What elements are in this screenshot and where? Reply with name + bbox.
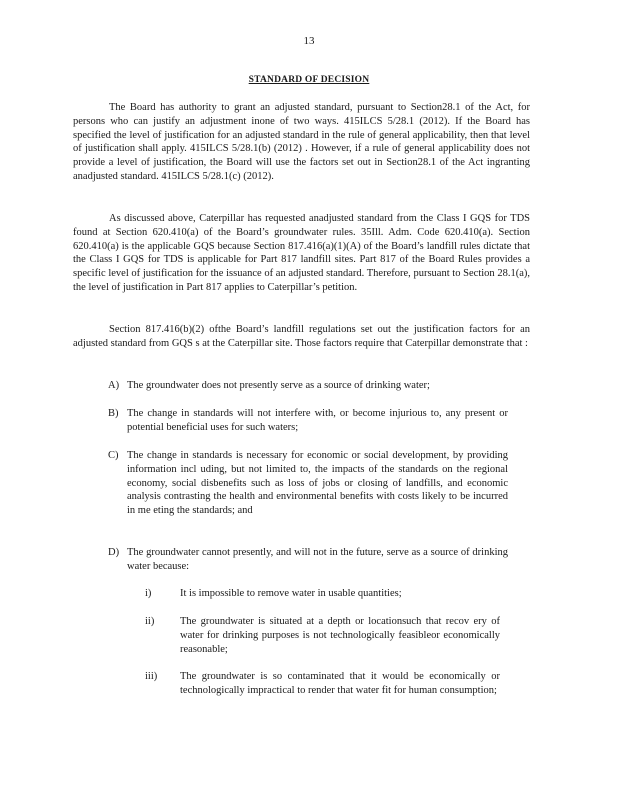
- list-item-text: The groundwater does not presently serve as a source of drinking water;: [127, 380, 430, 391]
- paragraph-caterpillar-request: [73, 212, 530, 295]
- section-heading-text: STANDARD OF DECISION: [248, 75, 370, 85]
- paragraph-text: Section 817.416(b)(2) ofthe Board’s landfill regulations set out the justification factors for an adjusted standard from GQS s at the Caterpillar site. Those factors require that Caterpillar demonstrate that :: [73, 324, 530, 349]
- list-item-label: C): [108, 450, 119, 461]
- list-item: [108, 546, 508, 574]
- list-item-text: The change in standards will not interfere with, or become injurious to, any present or potential beneficial uses for such waters;: [127, 408, 508, 433]
- paragraph-text: The Board has authority to grant an adjusted standard, pursuant to Section28.1 of the Act, for persons who can justify an adjustment inone of two ways. 415ILCS 5/28.1 (2012). If the Board has specified the level of justification for an adjusted standard in the rule of general applicability, then that level of justification shall apply. 415ILCS 5/28.1(b) (2012) . However, if a rule of general applicability does not provide a level of justification, the Board will use the factors set out in Section28.1 of the Act ingranting anadjusted standard. 415ILCS 5/28.1(c) (2012).: [73, 102, 530, 182]
- list-item-text: The change in standards is necessary for economic or social development, by providing information incl uding, but not limited to, the impacts of the standards on the regional economy, social disbenefits such as loss of jobs or closing of landfills, and economic analysis contrasting the health and environmental benefits with costs likely to be incurred in me eting the standards; and: [127, 450, 508, 517]
- sub-list-item-text: The groundwater is situated at a depth or locationsuch that recov ery of water for drinking purposes is not technologically feasibleor economically reasonable;: [180, 616, 500, 655]
- sub-list-item-label: ii): [145, 616, 155, 627]
- sub-list-item-text: It is impossible to remove water in usable quantities;: [180, 588, 402, 599]
- sub-list-item-label: iii): [145, 671, 158, 682]
- sub-list-item: [145, 615, 525, 656]
- list-item: [108, 407, 508, 435]
- paragraph-board-authority: [73, 101, 530, 184]
- sub-list-item-label: i): [145, 588, 152, 599]
- list-item: [108, 379, 508, 393]
- paragraph-justification-factors: [73, 323, 530, 351]
- list-item-text: The groundwater cannot presently, and will not in the future, serve as a source of drinking water because:: [127, 547, 508, 572]
- sub-list-item-text: The groundwater is so contaminated that it would be economically or technologically impractical to render that water fit for human consumption;: [180, 671, 500, 696]
- list-item: [108, 449, 508, 518]
- sub-list-item: [145, 670, 525, 698]
- list-item-label: D): [108, 547, 120, 558]
- list-item-label: A): [108, 380, 120, 391]
- sub-list-item: [145, 587, 525, 601]
- paragraph-text: As discussed above, Caterpillar has requested anadjusted standard from the Class I GQS for TDS found at Section 620.410(a) of the Board’s groundwater rules. 35Ill. Adm. Code 620.410(a). Section 620.410(a) is the applicable GQS because Section 817.416(a)(1)(A) of the Board’s landfill rules dictate that the Class I GQS for TDS is applicable for Part 817 landfill sites. Part 817 of the Board Rules provides a specific level of justification for the issuance of an adjusted standard. Therefore, pursuant to Section 28.1(a), the level of justification in Part 817 applies to Caterpillar’s petition.: [73, 213, 530, 293]
- section-heading: [0, 74, 618, 88]
- page-number: 13: [303, 35, 315, 47]
- list-item-label: B): [108, 408, 119, 419]
